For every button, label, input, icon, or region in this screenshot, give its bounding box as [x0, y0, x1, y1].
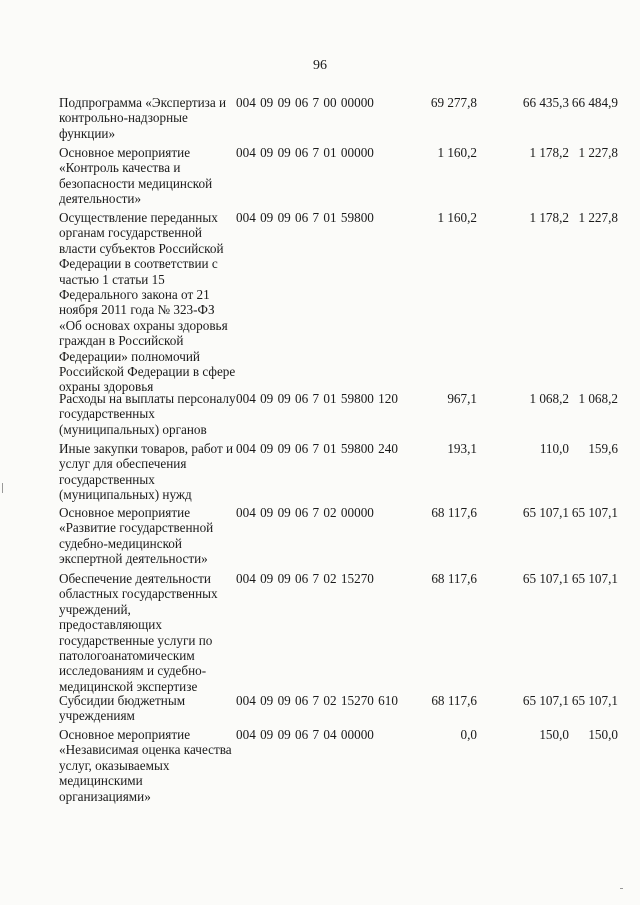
- row-value-3: 1 227,8: [578, 210, 618, 225]
- row-value-3: 150,0: [588, 727, 618, 742]
- row-value-2: 1 178,2: [529, 210, 569, 225]
- row-value-2: 110,0: [539, 441, 569, 456]
- row-value-1: 68 117,6: [431, 571, 477, 586]
- row-value-3: 1 068,2: [578, 391, 618, 406]
- row-value-3: 65 107,1: [571, 505, 618, 520]
- row-code: 004 09 09 06 7 02 15270: [236, 571, 374, 586]
- row-code: 004 09 09 06 7 01 59800 240: [236, 441, 398, 456]
- row-value-2: 150,0: [539, 727, 569, 742]
- row-code: 004 09 09 06 7 00 00000: [236, 95, 374, 110]
- row-value-1: 193,1: [447, 441, 477, 456]
- row-name: Подпрограмма «Экспертиза и контрольно-надзорные функции»: [59, 95, 227, 141]
- row-value-2: 65 107,1: [522, 693, 569, 708]
- row-value-2: 65 107,1: [522, 505, 569, 520]
- row-name: Осуществление переданных органам государственной власти субъектов Российской Федерации в соответствии с частью 1 статьи 15 Федерального закона от 21 ноября 2011 года № 323-ФЗ «Об основах охраны здоровья граждан в Российской Федерации» полномочий Российской Федерации в сфере охраны здоровья: [59, 210, 236, 395]
- row-code: 004 09 09 06 7 02 15270 610: [236, 693, 398, 708]
- row-name: Основное мероприятие «Независимая оценка качества услуг, оказываемых медицинскими организациями»: [59, 727, 232, 804]
- row-value-2: 65 107,1: [522, 571, 569, 586]
- row-value-1: 68 117,6: [431, 693, 477, 708]
- row-value-3: 65 107,1: [571, 571, 618, 586]
- row-value-2: 1 178,2: [529, 145, 569, 160]
- row-code: 004 09 09 06 7 01 59800 120: [236, 391, 398, 406]
- row-code: 004 09 09 06 7 04 00000: [236, 727, 374, 742]
- row-value-1: 0,0: [460, 727, 477, 742]
- row-name: Иные закупки товаров, работ и услуг для обеспечения государственных (муниципальных) нужд: [59, 441, 234, 503]
- row-name: Основное мероприятие «Развитие государственной судебно-медицинской экспертной деятельности»: [59, 505, 214, 567]
- row-value-3: 159,6: [588, 441, 618, 456]
- row-value-3: 1 227,8: [578, 145, 618, 160]
- row-value-3: 65 107,1: [571, 693, 618, 708]
- row-value-2: 66 435,3: [522, 95, 569, 110]
- row-value-1: 1 160,2: [437, 145, 477, 160]
- row-value-1: 967,1: [447, 391, 477, 406]
- row-value-1: 68 117,6: [431, 505, 477, 520]
- row-code: 004 09 09 06 7 02 00000: [236, 505, 374, 520]
- scan-mark: [2, 483, 3, 493]
- row-value-2: 1 068,2: [529, 391, 569, 406]
- row-name: Расходы на выплаты персоналу государственных (муниципальных) органов: [59, 391, 236, 437]
- row-name: Субсидии бюджетным учреждениям: [59, 693, 186, 724]
- row-name: Обеспечение деятельности областных государственных учреждений, предоставляющих государственные услуги по патологоанатомическим исследованиям и судебно-медицинской экспертизе: [59, 571, 218, 694]
- scan-mark: [620, 888, 623, 889]
- row-value-1: 69 277,8: [430, 95, 477, 110]
- row-value-1: 1 160,2: [437, 210, 477, 225]
- row-code: 004 09 09 06 7 01 00000: [236, 145, 374, 160]
- row-code: 004 09 09 06 7 01 59800: [236, 210, 374, 225]
- row-value-3: 66 484,9: [571, 95, 618, 110]
- row-name: Основное мероприятие «Контроль качества и безопасности медицинской деятельности»: [59, 145, 213, 207]
- page-number: 96: [313, 58, 327, 73]
